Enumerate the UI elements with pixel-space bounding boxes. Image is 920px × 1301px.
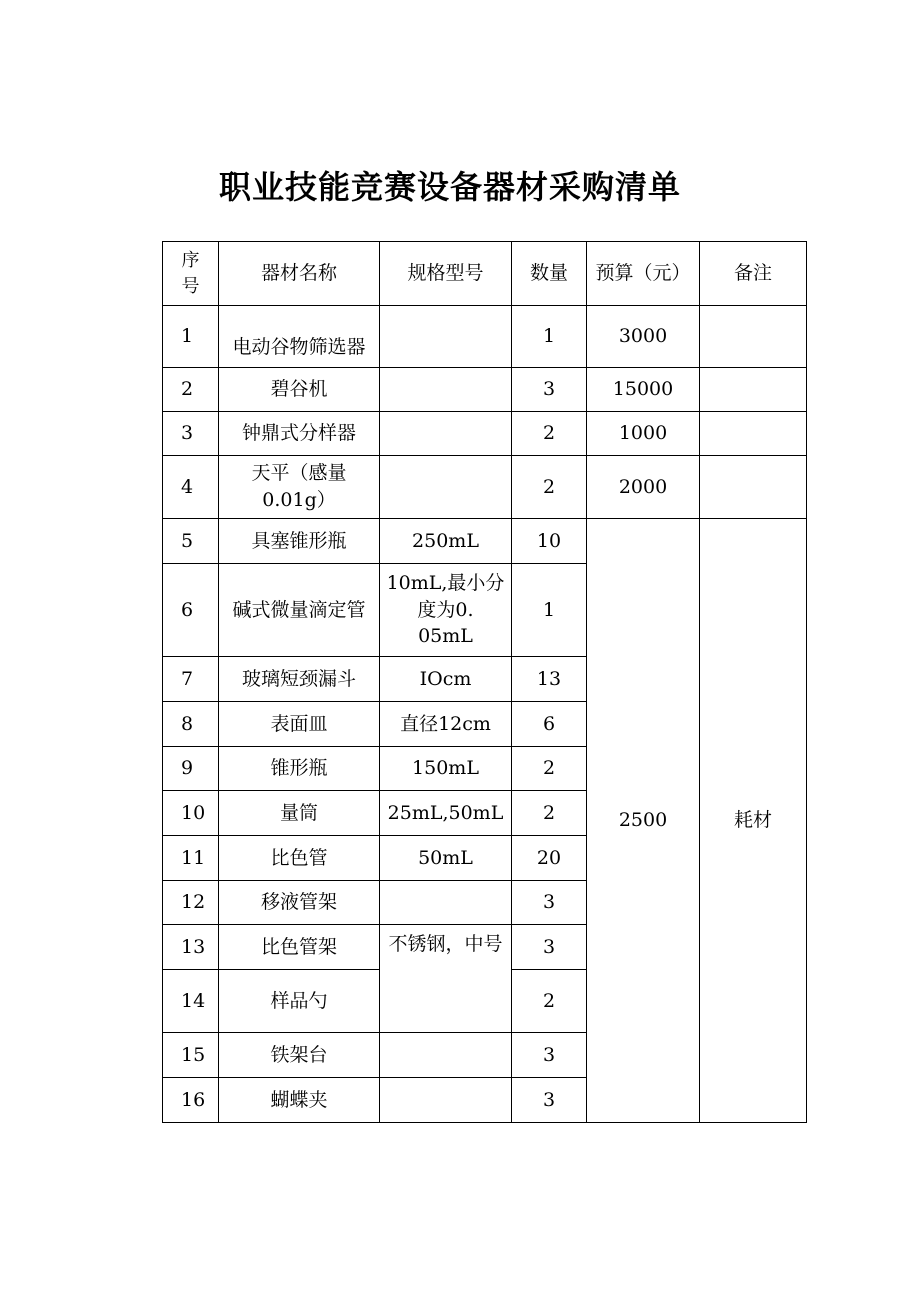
row-qty: 2 [512, 456, 587, 519]
procurement-table [162, 241, 807, 1123]
row-seq: 4 [163, 456, 219, 519]
row-note [700, 368, 807, 412]
row-qty: 1 [512, 306, 587, 368]
row-spec: IOcm [380, 657, 512, 702]
row-qty: 3 [512, 1078, 587, 1123]
header-seq-line1: 序 [181, 250, 200, 272]
table-row [163, 456, 807, 519]
table-row [163, 368, 807, 412]
row-name: 碧谷机 [219, 368, 380, 412]
table-header-row [163, 242, 807, 306]
row-seq: 5 [163, 519, 219, 564]
row-spec-text: 不锈钢，中号 [388, 932, 503, 955]
row-spec-line3: 05mL [418, 625, 473, 648]
row-name: 玻璃短颈漏斗 [219, 657, 380, 702]
row-name: 蝴蝶夹 [219, 1078, 380, 1123]
row-spec: 150mL [380, 747, 512, 791]
row-seq: 6 [163, 564, 219, 657]
row-name: 样品勺 [219, 970, 380, 1033]
row-budget: 15000 [587, 368, 700, 412]
row-qty: 13 [512, 657, 587, 702]
row-spec: 直径12cm [380, 702, 512, 747]
row-qty: 1 [512, 564, 587, 657]
row-qty: 3 [512, 925, 587, 970]
row-seq: 3 [163, 412, 219, 456]
row-spec [380, 456, 512, 519]
row-spec: 25mL,50mL [380, 791, 512, 836]
row-name: 锥形瓶 [219, 747, 380, 791]
row-note [700, 456, 807, 519]
row-budget: 1000 [587, 412, 700, 456]
row-name: 铁架台 [219, 1033, 380, 1078]
row-spec [380, 1078, 512, 1123]
row-qty: 3 [512, 881, 587, 925]
header-seq-line2: 号 [181, 275, 200, 297]
row-name [219, 456, 380, 519]
row-qty: 2 [512, 747, 587, 791]
row-seq: 1 [163, 306, 219, 368]
consumables-budget: 2500 [587, 519, 700, 1123]
row-seq: 13 [163, 925, 219, 970]
row-spec: 50mL [380, 836, 512, 881]
row-budget: 2000 [587, 456, 700, 519]
row-spec: 250mL [380, 519, 512, 564]
row-qty: 10 [512, 519, 587, 564]
table-row [163, 519, 807, 564]
header-name: 器材名称 [219, 242, 380, 306]
page-title: 职业技能竞赛设备器材采购清单 [218, 168, 681, 206]
header-budget: 预算（元） [587, 242, 700, 306]
row-name: 碱式微量滴定管 [219, 564, 380, 657]
row-seq: 16 [163, 1078, 219, 1123]
row-seq: 7 [163, 657, 219, 702]
row-spec [380, 368, 512, 412]
row-seq: 15 [163, 1033, 219, 1078]
row-name: 比色管 [219, 836, 380, 881]
row-name: 量筒 [219, 791, 380, 836]
row-seq: 9 [163, 747, 219, 791]
row-spec [380, 1033, 512, 1078]
header-spec: 规格型号 [380, 242, 512, 306]
row-name: 表面皿 [219, 702, 380, 747]
row-name [219, 306, 380, 368]
row-note [700, 306, 807, 368]
row-seq: 10 [163, 791, 219, 836]
row-name-line1: 天平（感量 [251, 462, 347, 485]
row-seq: 8 [163, 702, 219, 747]
table-row [163, 306, 807, 368]
row-seq: 12 [163, 881, 219, 925]
row-name: 比色管架 [219, 925, 380, 970]
header-note: 备注 [700, 242, 807, 306]
row-qty: 2 [512, 412, 587, 456]
row-note [700, 412, 807, 456]
consumables-note: 耗材 [700, 519, 807, 1123]
header-qty: 数量 [512, 242, 587, 306]
row-qty: 20 [512, 836, 587, 881]
row-spec-merged [380, 925, 512, 1033]
row-qty: 2 [512, 791, 587, 836]
row-name-line2: 0.01g） [262, 489, 336, 511]
row-spec [380, 412, 512, 456]
row-seq: 14 [163, 970, 219, 1033]
table-row [163, 412, 807, 456]
row-name: 具塞锥形瓶 [219, 519, 380, 564]
row-name: 钟鼎式分样器 [219, 412, 380, 456]
row-qty: 3 [512, 1033, 587, 1078]
row-name-text: 电动谷物筛选器 [232, 336, 366, 359]
row-spec [380, 564, 512, 657]
row-qty: 3 [512, 368, 587, 412]
row-spec-line1: 10mL,最小分 [386, 572, 505, 595]
row-name: 移液管架 [219, 881, 380, 925]
row-qty: 6 [512, 702, 587, 747]
row-seq: 2 [163, 368, 219, 412]
row-seq: 11 [163, 836, 219, 881]
row-spec-line2: 度为0. [417, 598, 474, 621]
header-seq [163, 242, 219, 306]
row-budget: 3000 [587, 306, 700, 368]
row-spec [380, 306, 512, 368]
row-spec [380, 881, 512, 925]
row-qty: 2 [512, 970, 587, 1033]
